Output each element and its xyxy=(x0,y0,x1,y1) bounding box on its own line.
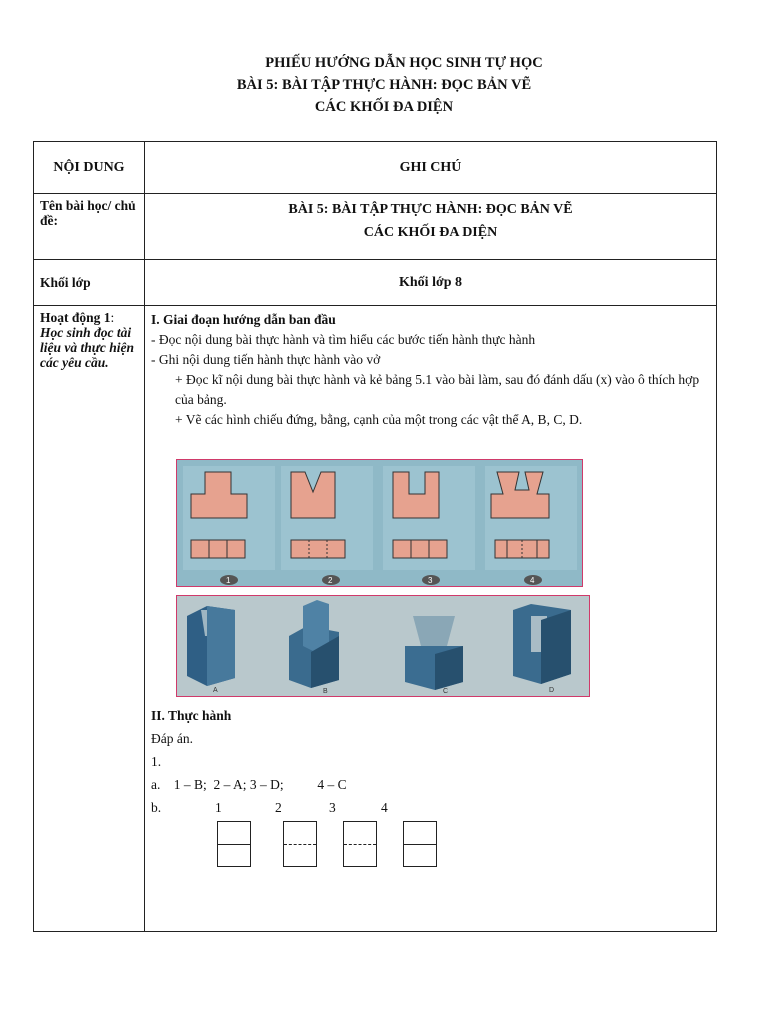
solid-label-d: D xyxy=(549,687,555,694)
answer-a-text: 1 – B; 2 – A; 3 – D; 4 – C xyxy=(173,777,347,792)
sub-instruction-2: + Vẽ các hình chiếu đứng, bằng, cạnh của một trong các vật thể A, B, C, D. xyxy=(175,412,583,427)
projection-label-2: 2 xyxy=(328,576,333,585)
projection-figure xyxy=(176,459,583,587)
solid-a xyxy=(187,606,235,686)
answer-b-number-2: 2 xyxy=(275,800,282,815)
guide-table xyxy=(33,141,717,932)
top-view-3 xyxy=(393,540,447,558)
title-line-3: CÁC KHỐI ĐA DIỆN xyxy=(314,99,454,115)
section-1-heading: I. Giai đoạn hướng dẫn ban đầu xyxy=(151,312,336,327)
activity-title: Hoạt động 1 xyxy=(40,310,111,325)
answer-box-2 xyxy=(283,821,317,867)
answer-box-3 xyxy=(343,821,377,867)
answer-b-number-3: 3 xyxy=(329,800,336,815)
title-line-1: PHIẾU HƯỚNG DẪN HỌC SINH TỰ HỌC xyxy=(265,55,543,71)
projection-label-1: 1 xyxy=(226,576,231,585)
activity-content xyxy=(145,306,717,932)
solid-label-a: A xyxy=(213,687,218,694)
topic-line-1: BÀI 5: BÀI TẬP THỰC HÀNH: ĐỌC BẢN VẼ xyxy=(288,202,573,217)
answer-box-2-line xyxy=(284,844,316,845)
grade-label: Khối lớp xyxy=(34,260,145,306)
answer-b-number-1: 1 xyxy=(215,800,222,815)
answer-title: Đáp án. xyxy=(151,731,193,746)
solid-d xyxy=(513,604,571,684)
solids-drawing xyxy=(177,596,589,696)
answer-box-3-line xyxy=(344,844,376,845)
practice-section xyxy=(151,704,711,819)
activity-colon: : xyxy=(110,310,115,325)
grade-value: Khối lớp 8 xyxy=(145,260,717,306)
instruction-2: - Ghi nội dung tiến hành thực hành vào vở xyxy=(151,352,381,367)
answer-b-label: b. xyxy=(151,800,162,815)
solid-label-b: B xyxy=(323,688,328,695)
sub-instruction-1: + Đọc kĩ nội dung bài thực hành và kẻ bảng 5.1 vào bài làm, sau đó đánh dấu (x) vào ô thích hợp của bảng. xyxy=(175,372,700,407)
answer-b-number-4: 4 xyxy=(381,800,388,815)
solid-c-top xyxy=(413,616,455,646)
solid-b xyxy=(289,600,339,688)
answer-a xyxy=(151,773,711,796)
topic-line-2: CÁC KHỐI ĐA DIỆN xyxy=(363,225,498,240)
projection-drawing xyxy=(177,460,582,586)
section-2-heading: II. Thực hành xyxy=(151,708,232,723)
answer-a-label: a. xyxy=(151,777,161,792)
document-title xyxy=(0,52,768,118)
solid-c xyxy=(405,616,463,690)
answer-box-1-line xyxy=(218,844,250,845)
solid-d-face xyxy=(541,610,571,684)
instruction-1: - Đọc nội dung bài thực hành và tìm hiểu các bước tiến hành thực hành xyxy=(151,332,536,347)
answer-box-4 xyxy=(403,821,437,867)
top-view-1 xyxy=(191,540,245,558)
projection-label-4: 4 xyxy=(530,576,535,585)
title-line-2: BÀI 5: BÀI TẬP THỰC HÀNH: ĐỌC BẢN VẼ xyxy=(236,77,532,93)
solid-label-c: C xyxy=(443,688,449,695)
topic-value xyxy=(145,194,717,260)
answer-box-4-line xyxy=(404,844,436,845)
header-notes: GHI CHÚ xyxy=(145,142,717,194)
activity-description: Học sinh đọc tài liệu và thực hiện các yêu cầu. xyxy=(40,325,134,370)
header-content: NỘI DUNG xyxy=(34,142,145,194)
topic-label: Tên bài học/ chủ đề: xyxy=(34,194,145,260)
answer-box-1 xyxy=(217,821,251,867)
solid-a-face xyxy=(207,606,235,686)
answer-b xyxy=(151,796,711,819)
projection-label-3: 3 xyxy=(428,576,433,585)
activity-label xyxy=(34,306,145,932)
solids-figure xyxy=(176,595,590,697)
top-view-2 xyxy=(291,540,345,558)
question-1: 1. xyxy=(151,754,162,769)
